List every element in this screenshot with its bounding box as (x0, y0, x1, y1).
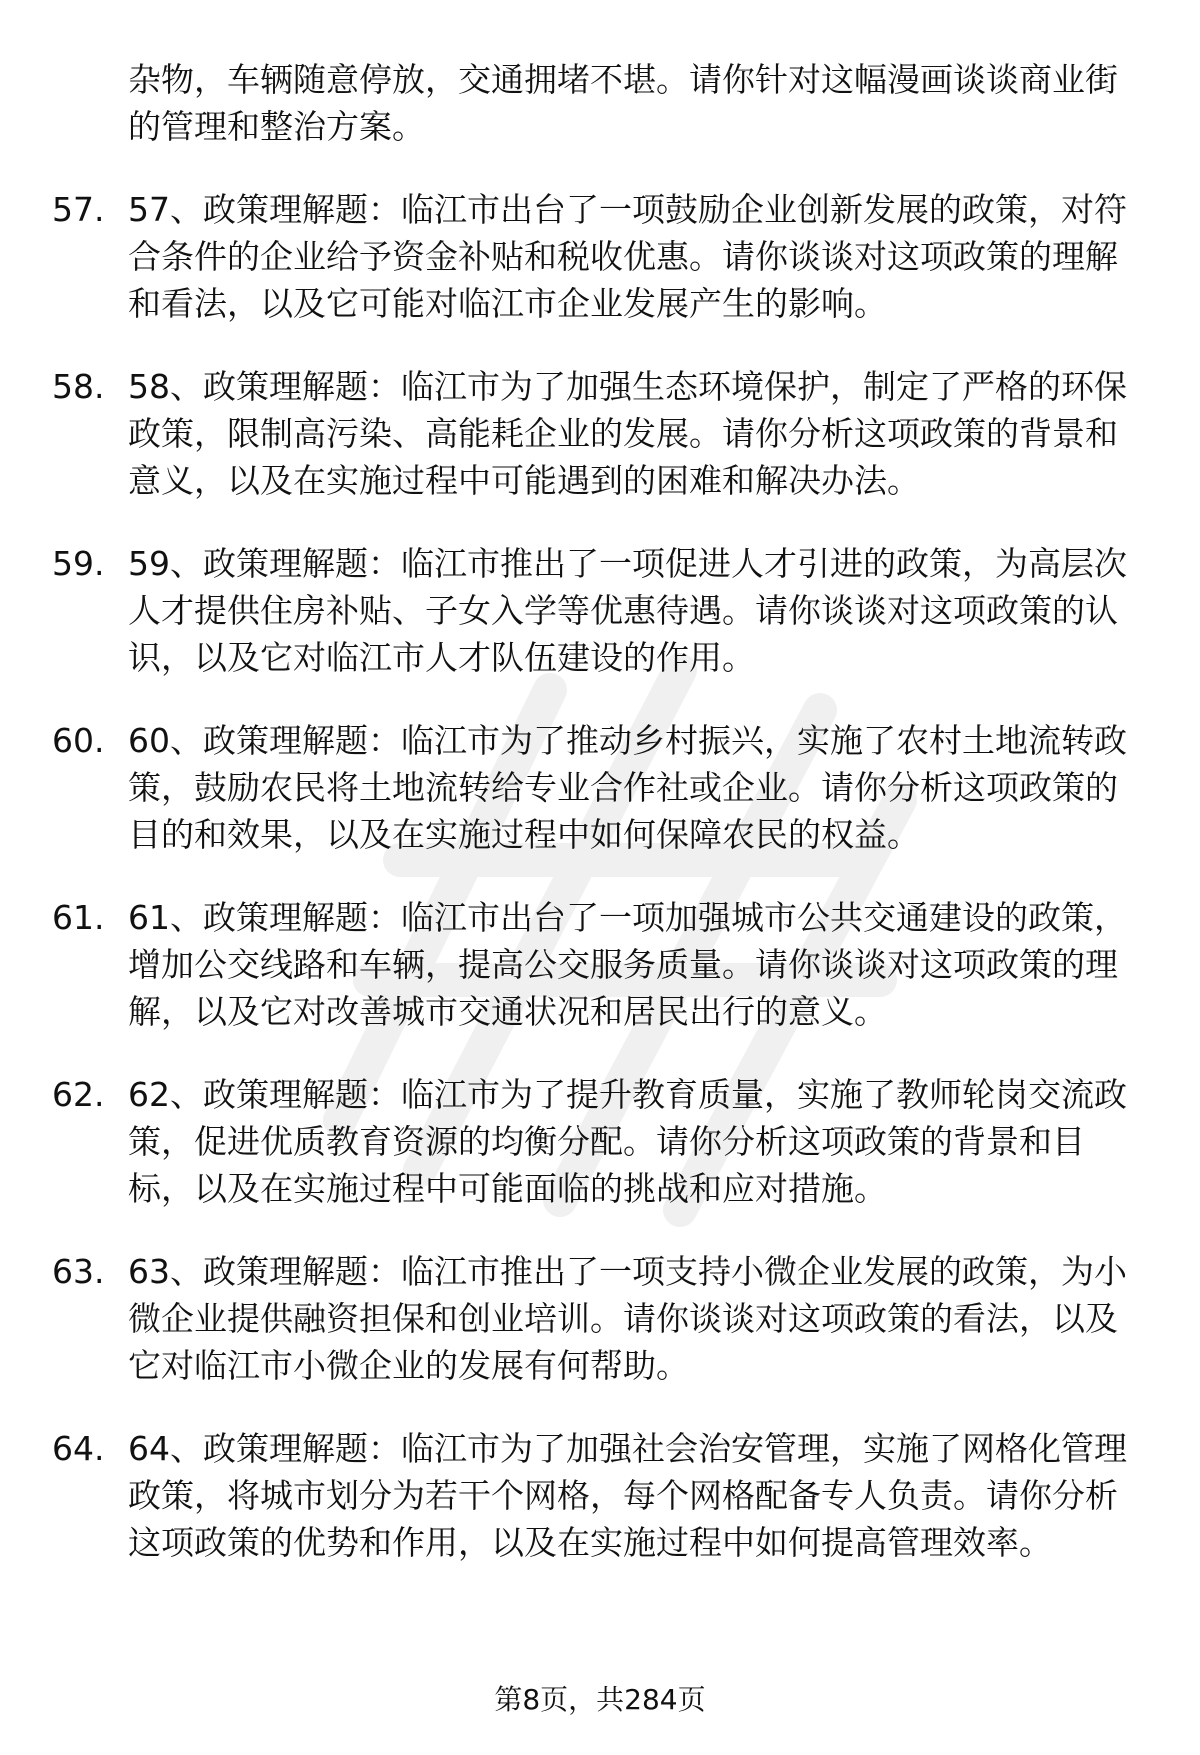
question-text: 59、政策理解题：临江市推出了一项促进人才引进的政策，为高层次人才提供住房补贴、子女入学等优惠待遇。请你谈谈对这项政策的认识，以及它对临江市人才队伍建设的作用。 (128, 544, 1127, 677)
question-text: 58、政策理解题：临江市为了加强生态环境保护，制定了严格的环保政策，限制高污染、高能耗企业的发展。请你分析这项政策的背景和意义，以及在实施过程中可能遇到的困难和解决办法。 (128, 367, 1127, 500)
question-text: 62、政策理解题：临江市为了提升教育质量，实施了教师轮岗交流政策，促进优质教育资源的均衡分配。请你分析这项政策的背景和目标，以及在实施过程中可能面临的挑战和应对措施。 (128, 1075, 1127, 1208)
question-number: 58. (52, 367, 105, 406)
page-footer: 第8页，共284页 (494, 1683, 706, 1716)
question-text: 64、政策理解题：临江市为了加强社会治安管理，实施了网格化管理政策，将城市划分为若干个网格，每个网格配备专人负责。请你分析这项政策的优势和作用，以及在实施过程中如何提高管理效率。 (128, 1429, 1127, 1562)
question-item (0, 894, 1200, 1035)
question-number: 64. (52, 1429, 105, 1468)
question-text: 60、政策理解题：临江市为了推动乡村振兴，实施了农村土地流转政策，鼓励农民将土地流转给专业合作社或企业。请你分析这项政策的目的和效果，以及在实施过程中如何保障农民的权益。 (128, 721, 1127, 854)
question-item (0, 717, 1200, 858)
document-body (0, 56, 1200, 1602)
question-item (0, 186, 1200, 327)
previous-question-continuation: 杂物，车辆随意停放，交通拥堵不堪。请你针对这幅漫画谈谈商业街的管理和整治方案。 (128, 60, 1118, 146)
question-item (0, 540, 1200, 681)
question-text: 61、政策理解题：临江市出台了一项加强城市公共交通建设的政策，增加公交线路和车辆，提高公交服务质量。请你谈谈对这项政策的理解，以及它对改善城市交通状况和居民出行的意义。 (128, 898, 1127, 1031)
question-text: 63、政策理解题：临江市推出了一项支持小微企业发展的政策，为小微企业提供融资担保和创业培训。请你谈谈对这项政策的看法，以及它对临江市小微企业的发展有何帮助。 (128, 1252, 1127, 1385)
question-number: 61. (52, 898, 105, 937)
question-item (0, 1425, 1200, 1566)
question-item (0, 1071, 1200, 1212)
question-item (0, 1248, 1200, 1389)
question-text: 57、政策理解题：临江市出台了一项鼓励企业创新发展的政策，对符合条件的企业给予资金补贴和税收优惠。请你谈谈对这项政策的理解和看法，以及它可能对临江市企业发展产生的影响。 (128, 190, 1127, 323)
question-list (0, 186, 1200, 1566)
question-item (0, 363, 1200, 504)
question-number: 62. (52, 1075, 105, 1114)
question-number: 60. (52, 721, 105, 760)
question-number: 57. (52, 190, 105, 229)
question-number: 63. (52, 1252, 105, 1291)
question-number: 59. (52, 544, 105, 583)
